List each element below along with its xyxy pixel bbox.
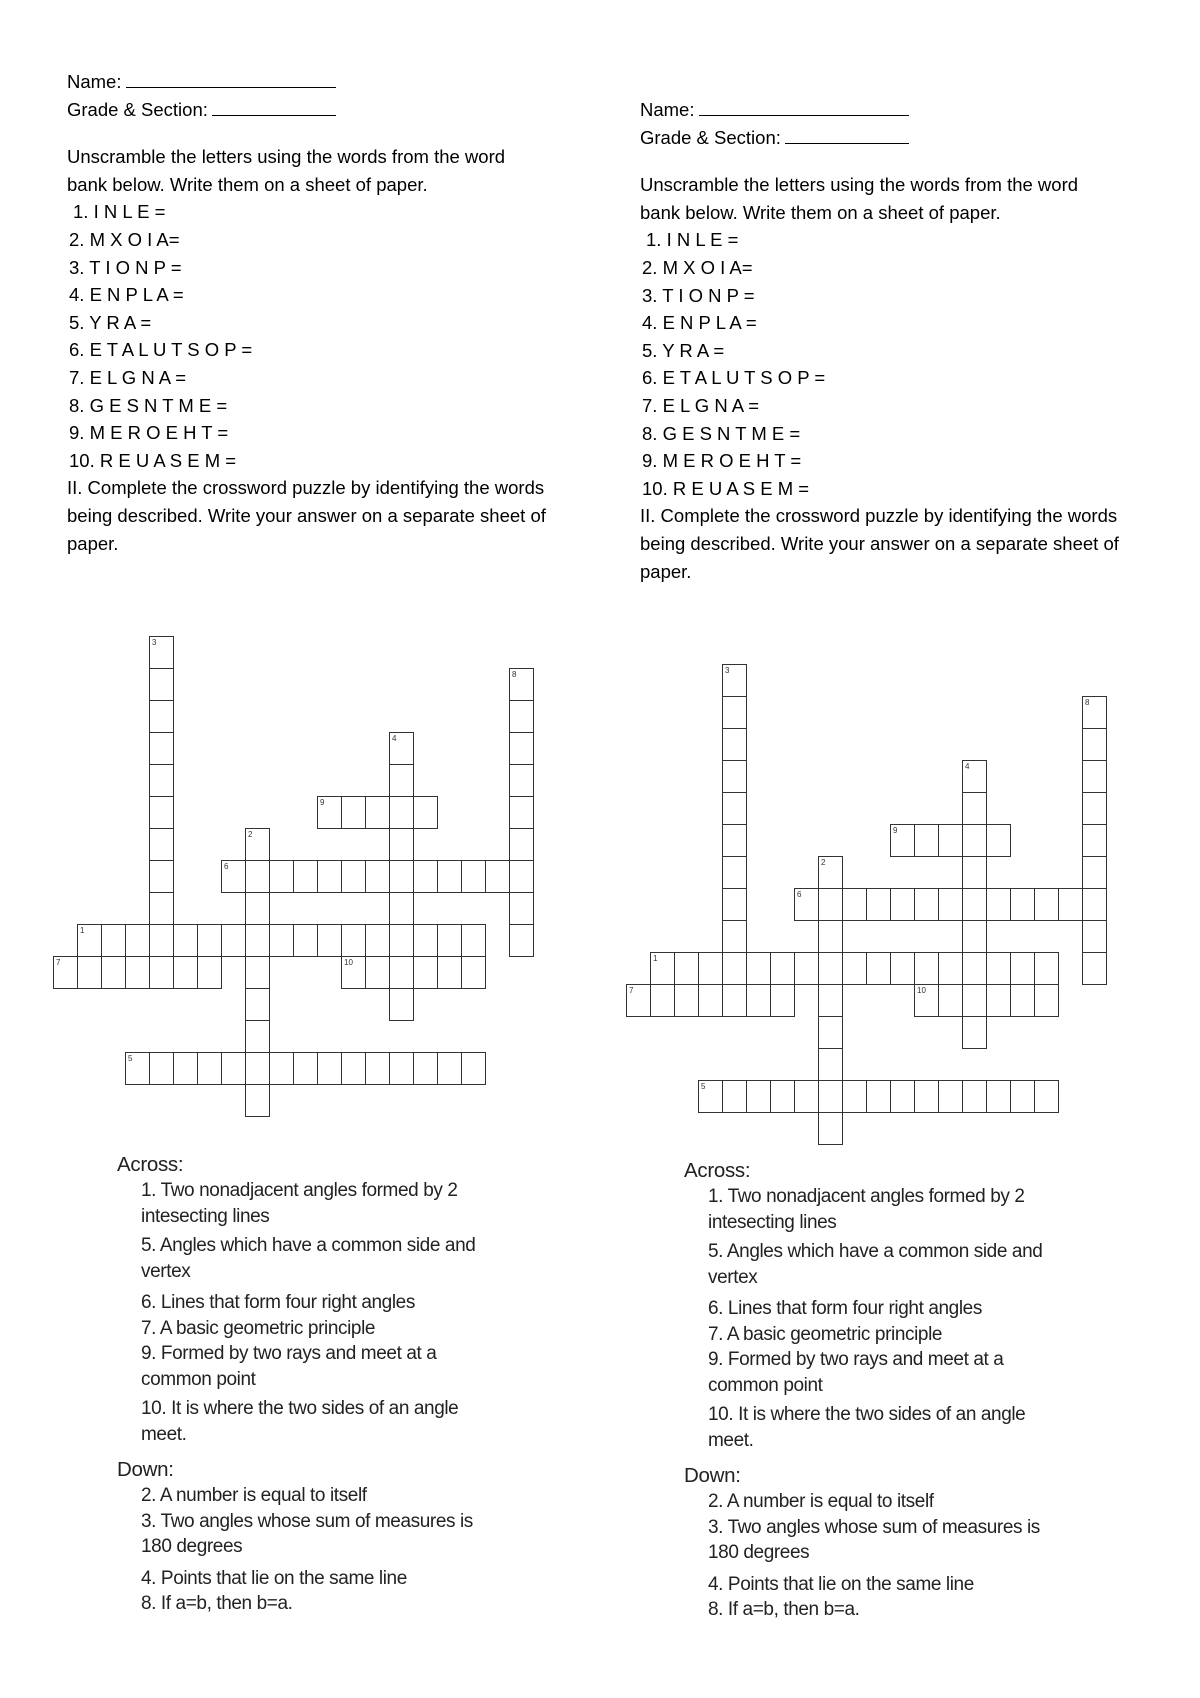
crossword-cell[interactable] bbox=[173, 956, 198, 989]
crossword-cell[interactable] bbox=[1058, 888, 1083, 921]
crossword-cell[interactable] bbox=[674, 952, 699, 985]
clue-number: 9 bbox=[320, 798, 325, 807]
crossword-cell[interactable] bbox=[389, 924, 414, 957]
crossword-cell[interactable] bbox=[149, 860, 174, 893]
crossword-cell[interactable] bbox=[509, 700, 534, 733]
crossword-cell[interactable] bbox=[938, 1080, 963, 1113]
crossword-cell[interactable] bbox=[1082, 920, 1107, 953]
crossword-cell[interactable] bbox=[125, 956, 150, 989]
crossword-cell[interactable] bbox=[986, 824, 1011, 857]
crossword-cell[interactable] bbox=[269, 860, 294, 893]
crossword-cell[interactable] bbox=[149, 764, 174, 797]
crossword-cell[interactable] bbox=[293, 1052, 318, 1085]
crossword-cell[interactable] bbox=[341, 796, 366, 829]
clue-number: 8 bbox=[1085, 698, 1090, 707]
across-clue: 1. Two nonadjacent angles formed by 2 intesecting lines bbox=[141, 1180, 458, 1227]
scrambled-item: 5. Y R A = bbox=[69, 311, 152, 333]
crossword-cell[interactable] bbox=[461, 956, 486, 989]
crossword-cell[interactable] bbox=[1034, 1080, 1059, 1113]
crossword-cell[interactable] bbox=[842, 888, 867, 921]
crossword-cell[interactable] bbox=[77, 956, 102, 989]
crossword-cell[interactable] bbox=[794, 888, 819, 921]
crossword-cell[interactable] bbox=[149, 700, 174, 733]
grade-blank[interactable] bbox=[785, 125, 909, 144]
grade-line: Grade & Section: bbox=[640, 124, 1120, 152]
scrambled-item: 3. T I O N P = bbox=[642, 284, 755, 306]
across-clue: 7. A basic geometric principle bbox=[141, 1317, 376, 1339]
header-block bbox=[640, 96, 1120, 585]
crossword-cell[interactable] bbox=[890, 824, 915, 857]
crossword-cell[interactable] bbox=[698, 1080, 723, 1113]
crossword-cell[interactable] bbox=[461, 860, 486, 893]
crossword-cell[interactable] bbox=[962, 984, 987, 1017]
crossword-cell[interactable] bbox=[962, 920, 987, 953]
crossword-cell[interactable] bbox=[1082, 856, 1107, 889]
crossword-cell[interactable] bbox=[341, 924, 366, 957]
crossword-cell[interactable] bbox=[866, 888, 891, 921]
crossword-cell[interactable] bbox=[413, 860, 438, 893]
scrambled-item: 10. R E U A S E M = bbox=[69, 449, 237, 471]
crossword-cell[interactable] bbox=[389, 956, 414, 989]
crossword-cell[interactable] bbox=[341, 956, 366, 989]
crossword-cell[interactable] bbox=[770, 1080, 795, 1113]
crossword-cell[interactable] bbox=[413, 1052, 438, 1085]
clue-number: 10 bbox=[344, 958, 353, 967]
crossword-cell[interactable] bbox=[389, 1052, 414, 1085]
crossword-cell[interactable] bbox=[149, 1052, 174, 1085]
crossword-cell[interactable] bbox=[149, 892, 174, 925]
crossword-cell[interactable] bbox=[818, 984, 843, 1017]
down-clue: 4. Points that lie on the same line bbox=[141, 1567, 407, 1589]
crossword-cell[interactable] bbox=[722, 664, 747, 697]
crossword-cell[interactable] bbox=[221, 1052, 246, 1085]
crossword-cell[interactable] bbox=[914, 824, 939, 857]
crossword-cell[interactable] bbox=[437, 956, 462, 989]
crossword-cell[interactable] bbox=[317, 1052, 342, 1085]
crossword-cell[interactable] bbox=[962, 952, 987, 985]
crossword-cell[interactable] bbox=[413, 956, 438, 989]
crossword-cell[interactable] bbox=[485, 860, 510, 893]
crossword-cell[interactable] bbox=[722, 856, 747, 889]
crossword-cell[interactable] bbox=[149, 796, 174, 829]
crossword-cell[interactable] bbox=[197, 1052, 222, 1085]
down-clue: 4. Points that lie on the same line bbox=[708, 1573, 974, 1595]
down-clue: 3. Two angles whose sum of measures is 180 degrees bbox=[141, 1510, 473, 1557]
crossword-cell[interactable] bbox=[1082, 792, 1107, 825]
crossword-cell[interactable] bbox=[365, 796, 390, 829]
crossword-cell[interactable] bbox=[818, 888, 843, 921]
crossword-cell[interactable] bbox=[125, 924, 150, 957]
crossword-cell[interactable] bbox=[962, 888, 987, 921]
crossword-cell[interactable] bbox=[245, 924, 270, 957]
crossword-cell[interactable] bbox=[197, 956, 222, 989]
crossword-cell[interactable] bbox=[173, 924, 198, 957]
crossword-cell[interactable] bbox=[818, 1080, 843, 1113]
across-clue: 6. Lines that form four right angles bbox=[141, 1292, 415, 1313]
scrambled-item: 9. M E R O E H T = bbox=[642, 450, 802, 472]
across-clue: 5. Angles which have a common side and vertex bbox=[708, 1241, 1043, 1288]
crossword-cell[interactable] bbox=[317, 924, 342, 957]
crossword-cell[interactable] bbox=[413, 796, 438, 829]
down-clue: 8. If a=b, then b=a. bbox=[141, 1593, 293, 1614]
crossword-cell[interactable] bbox=[509, 796, 534, 829]
crossword-cell[interactable] bbox=[1082, 952, 1107, 985]
crossword-cell[interactable] bbox=[389, 860, 414, 893]
scrambled-item: 6. E T A L U T S O P = bbox=[642, 367, 826, 389]
crossword-cell[interactable] bbox=[77, 924, 102, 957]
crossword-cell[interactable] bbox=[1082, 696, 1107, 729]
across-clue: 10. It is where the two sides of an angle meet. bbox=[708, 1404, 1026, 1451]
clue-number: 1 bbox=[653, 954, 658, 963]
crossword-cell[interactable] bbox=[389, 732, 414, 765]
worksheet-copy-right bbox=[629, 0, 1200, 1698]
clue-number: 3 bbox=[152, 638, 157, 647]
crossword-cell[interactable] bbox=[365, 924, 390, 957]
across-clue: 5. Angles which have a common side and vertex bbox=[141, 1235, 476, 1282]
crossword-cell[interactable] bbox=[650, 984, 675, 1017]
crossword-cell[interactable] bbox=[317, 860, 342, 893]
scrambled-item: 9. M E R O E H T = bbox=[69, 422, 229, 444]
clue-number: 3 bbox=[725, 666, 730, 675]
crossword-cell[interactable] bbox=[341, 860, 366, 893]
crossword-cell[interactable] bbox=[413, 924, 438, 957]
scrambled-item: 5. Y R A = bbox=[642, 339, 725, 361]
crossword-cell[interactable] bbox=[746, 952, 771, 985]
down-clue: 2. A number is equal to itself bbox=[708, 1491, 934, 1512]
crossword-cell[interactable] bbox=[149, 956, 174, 989]
crossword-cell[interactable] bbox=[962, 856, 987, 889]
across-heading: Across: bbox=[117, 1153, 184, 1176]
crossword-cell[interactable] bbox=[245, 860, 270, 893]
crossword-cell[interactable] bbox=[125, 1052, 150, 1085]
crossword-cell[interactable] bbox=[437, 924, 462, 957]
across-clue: 9. Formed by two rays and meet at a common point bbox=[141, 1343, 437, 1390]
crossword-cell[interactable] bbox=[842, 1080, 867, 1113]
scrambled-item: 7. E L G N A = bbox=[69, 366, 187, 388]
scrambled-item: 8. G E S N T M E = bbox=[69, 394, 228, 416]
clue-number: 2 bbox=[821, 858, 826, 867]
crossword-cell[interactable] bbox=[245, 828, 270, 861]
crossword-cell[interactable] bbox=[197, 924, 222, 957]
crossword-cell[interactable] bbox=[722, 984, 747, 1017]
crossword-cell[interactable] bbox=[818, 856, 843, 889]
name-line: Name: bbox=[67, 68, 547, 96]
clue-number: 5 bbox=[701, 1082, 706, 1091]
crossword-cell[interactable] bbox=[722, 824, 747, 857]
crossword-cell[interactable] bbox=[962, 1080, 987, 1113]
crossword-cell[interactable] bbox=[509, 892, 534, 925]
crossword-cell[interactable] bbox=[461, 1052, 486, 1085]
crossword-cell[interactable] bbox=[722, 760, 747, 793]
crossword-cell[interactable] bbox=[293, 924, 318, 957]
crossword-cell[interactable] bbox=[509, 764, 534, 797]
crossword-cell[interactable] bbox=[221, 924, 246, 957]
crossword-cell[interactable] bbox=[509, 828, 534, 861]
crossword-cell[interactable] bbox=[461, 924, 486, 957]
scrambled-item: 8. G E S N T M E = bbox=[642, 422, 801, 444]
crossword-cell[interactable] bbox=[746, 1080, 771, 1113]
crossword-cell[interactable] bbox=[437, 860, 462, 893]
unscramble-instruction: Unscramble the letters using the words from the word bank below. Write them on a sheet of paper. bbox=[640, 174, 1079, 223]
crossword-cell[interactable] bbox=[914, 1080, 939, 1113]
crossword-cell[interactable] bbox=[1010, 888, 1035, 921]
crossword-cell[interactable] bbox=[914, 984, 939, 1017]
crossword-cell[interactable] bbox=[818, 1048, 843, 1081]
crossword-cell[interactable] bbox=[722, 920, 747, 953]
clue-number: 2 bbox=[248, 830, 253, 839]
crossword-cell[interactable] bbox=[341, 1052, 366, 1085]
scrambled-item: 10. R E U A S E M = bbox=[642, 477, 810, 499]
scrambled-item: 1. I N L E = bbox=[646, 229, 739, 251]
grade-line: Grade & Section: bbox=[67, 96, 547, 124]
down-clue: 2. A number is equal to itself bbox=[141, 1485, 367, 1506]
crossword-cell[interactable] bbox=[722, 728, 747, 761]
crossword-cell[interactable] bbox=[245, 1020, 270, 1053]
name-blank[interactable] bbox=[126, 69, 336, 88]
crossword-cell[interactable] bbox=[1082, 824, 1107, 857]
crossword-cell[interactable] bbox=[1010, 984, 1035, 1017]
clue-number: 6 bbox=[797, 890, 802, 899]
unscramble-instruction: Unscramble the letters using the words from the word bank below. Write them on a sheet of paper. bbox=[67, 146, 506, 195]
crossword-cell[interactable] bbox=[149, 668, 174, 701]
crossword-cell[interactable] bbox=[722, 792, 747, 825]
crossword-cell[interactable] bbox=[1082, 888, 1107, 921]
clue-number: 6 bbox=[224, 862, 229, 871]
down-heading: Down: bbox=[117, 1458, 174, 1481]
crossword-cell[interactable] bbox=[818, 952, 843, 985]
crossword-cell[interactable] bbox=[221, 860, 246, 893]
clue-number: 8 bbox=[512, 670, 517, 679]
clue-number: 9 bbox=[893, 826, 898, 835]
crossword-cell[interactable] bbox=[938, 952, 963, 985]
crossword-cell[interactable] bbox=[842, 952, 867, 985]
clue-number: 5 bbox=[128, 1054, 133, 1063]
crossword-cell[interactable] bbox=[1082, 728, 1107, 761]
crossword-cell[interactable] bbox=[818, 1112, 843, 1145]
crossword-cell[interactable] bbox=[938, 824, 963, 857]
crossword-cell[interactable] bbox=[626, 984, 651, 1017]
crossword-cell[interactable] bbox=[245, 956, 270, 989]
name-line: Name: bbox=[640, 96, 1120, 124]
crossword-cell[interactable] bbox=[317, 796, 342, 829]
crossword-cell[interactable] bbox=[149, 924, 174, 957]
down-clue: 3. Two angles whose sum of measures is 180 degrees bbox=[708, 1516, 1040, 1563]
crossword-cell[interactable] bbox=[509, 860, 534, 893]
scrambled-item: 7. E L G N A = bbox=[642, 394, 760, 416]
crossword-cell[interactable] bbox=[890, 952, 915, 985]
clue-number: 7 bbox=[629, 986, 634, 995]
scrambled-item: 4. E N P L A = bbox=[642, 312, 757, 334]
crossword-cell[interactable] bbox=[770, 952, 795, 985]
scrambled-item: 2. M X O I A= bbox=[642, 256, 753, 278]
crossword-cell[interactable] bbox=[53, 956, 78, 989]
crossword-cell[interactable] bbox=[650, 952, 675, 985]
clue-number: 4 bbox=[965, 762, 970, 771]
crossword-cell[interactable] bbox=[866, 952, 891, 985]
clue-number: 10 bbox=[917, 986, 926, 995]
crossword-cell[interactable] bbox=[674, 984, 699, 1017]
crossword-cell[interactable] bbox=[890, 1080, 915, 1113]
clues-block bbox=[684, 1158, 1058, 1623]
crossword-cell[interactable] bbox=[269, 1052, 294, 1085]
crossword-cell[interactable] bbox=[389, 828, 414, 861]
scrambled-item: 1. I N L E = bbox=[73, 201, 166, 223]
crossword-cell[interactable] bbox=[794, 952, 819, 985]
across-clue: 10. It is where the two sides of an angle meet. bbox=[141, 1398, 459, 1445]
crossword-cell[interactable] bbox=[509, 668, 534, 701]
crossword-cell[interactable] bbox=[149, 636, 174, 669]
crossword-cell[interactable] bbox=[914, 888, 939, 921]
crossword-cell[interactable] bbox=[101, 956, 126, 989]
crossword-cell[interactable] bbox=[245, 1084, 270, 1117]
across-clue: 9. Formed by two rays and meet at a common point bbox=[708, 1349, 1004, 1396]
crossword-cell[interactable] bbox=[1082, 760, 1107, 793]
grade-blank[interactable] bbox=[212, 97, 336, 116]
crossword-cell[interactable] bbox=[245, 892, 270, 925]
crossword-cell[interactable] bbox=[866, 1080, 891, 1113]
crossword-cell[interactable] bbox=[962, 1016, 987, 1049]
crossword-cell[interactable] bbox=[365, 956, 390, 989]
across-clue: 6. Lines that form four right angles bbox=[708, 1298, 982, 1319]
crossword-cell[interactable] bbox=[1034, 888, 1059, 921]
crossword-cell[interactable] bbox=[293, 860, 318, 893]
crossword-cell[interactable] bbox=[437, 1052, 462, 1085]
crossword-cell[interactable] bbox=[149, 732, 174, 765]
scrambled-item: 6. E T A L U T S O P = bbox=[69, 339, 253, 361]
worksheet-copy-left bbox=[56, 0, 627, 1698]
crossword-cell[interactable] bbox=[101, 924, 126, 957]
crossword-cell[interactable] bbox=[245, 1052, 270, 1085]
crossword-cell[interactable] bbox=[938, 888, 963, 921]
crossword-cell[interactable] bbox=[389, 988, 414, 1021]
crossword-cell[interactable] bbox=[962, 792, 987, 825]
crossword-instruction: II. Complete the crossword puzzle by identifying the words being described. Write your answer on a separate sheet of paper. bbox=[640, 505, 1119, 582]
name-blank[interactable] bbox=[699, 97, 909, 116]
crossword-cell[interactable] bbox=[914, 952, 939, 985]
crossword-cell[interactable] bbox=[509, 732, 534, 765]
crossword-cell[interactable] bbox=[746, 984, 771, 1017]
crossword-cell[interactable] bbox=[818, 920, 843, 953]
crossword-cell[interactable] bbox=[722, 888, 747, 921]
crossword-cell[interactable] bbox=[509, 924, 534, 957]
crossword-cell[interactable] bbox=[173, 1052, 198, 1085]
crossword-cell[interactable] bbox=[698, 984, 723, 1017]
crossword-cell[interactable] bbox=[938, 984, 963, 1017]
clue-number: 7 bbox=[56, 958, 61, 967]
crossword-cell[interactable] bbox=[770, 984, 795, 1017]
crossword-cell[interactable] bbox=[1034, 984, 1059, 1017]
crossword-cell[interactable] bbox=[389, 764, 414, 797]
crossword-cell[interactable] bbox=[986, 952, 1011, 985]
crossword-cell[interactable] bbox=[722, 696, 747, 729]
clues-block bbox=[117, 1152, 491, 1617]
crossword-cell[interactable] bbox=[389, 892, 414, 925]
scrambled-item: 3. T I O N P = bbox=[69, 256, 182, 278]
crossword-cell[interactable] bbox=[890, 888, 915, 921]
crossword-cell[interactable] bbox=[818, 1016, 843, 1049]
clue-number: 4 bbox=[392, 734, 397, 743]
crossword-cell[interactable] bbox=[245, 988, 270, 1021]
crossword-cell[interactable] bbox=[389, 796, 414, 829]
crossword-cell[interactable] bbox=[1010, 952, 1035, 985]
down-heading: Down: bbox=[684, 1464, 741, 1487]
crossword-cell[interactable] bbox=[962, 760, 987, 793]
crossword-cell[interactable] bbox=[722, 1080, 747, 1113]
crossword-cell[interactable] bbox=[986, 984, 1011, 1017]
clue-number: 1 bbox=[80, 926, 85, 935]
crossword-instruction: II. Complete the crossword puzzle by identifying the words being described. Write your answer on a separate sheet of paper. bbox=[67, 477, 546, 554]
crossword-cell[interactable] bbox=[722, 952, 747, 985]
across-heading: Across: bbox=[684, 1159, 751, 1182]
scrambled-item: 4. E N P L A = bbox=[69, 284, 184, 306]
scrambled-item: 2. M X O I A= bbox=[69, 228, 180, 250]
crossword-cell[interactable] bbox=[986, 1080, 1011, 1113]
across-clue: 7. A basic geometric principle bbox=[708, 1323, 943, 1345]
crossword-cell[interactable] bbox=[269, 924, 294, 957]
crossword-cell[interactable] bbox=[962, 824, 987, 857]
crossword-cell[interactable] bbox=[1034, 952, 1059, 985]
crossword-cell[interactable] bbox=[149, 828, 174, 861]
crossword-cell[interactable] bbox=[1010, 1080, 1035, 1113]
crossword-cell[interactable] bbox=[986, 888, 1011, 921]
header-block bbox=[67, 68, 547, 557]
crossword-cell[interactable] bbox=[365, 860, 390, 893]
crossword-cell[interactable] bbox=[698, 952, 723, 985]
down-clue: 8. If a=b, then b=a. bbox=[708, 1599, 860, 1620]
across-clue: 1. Two nonadjacent angles formed by 2 intesecting lines bbox=[708, 1186, 1025, 1233]
crossword-cell[interactable] bbox=[365, 1052, 390, 1085]
crossword-cell[interactable] bbox=[794, 1080, 819, 1113]
